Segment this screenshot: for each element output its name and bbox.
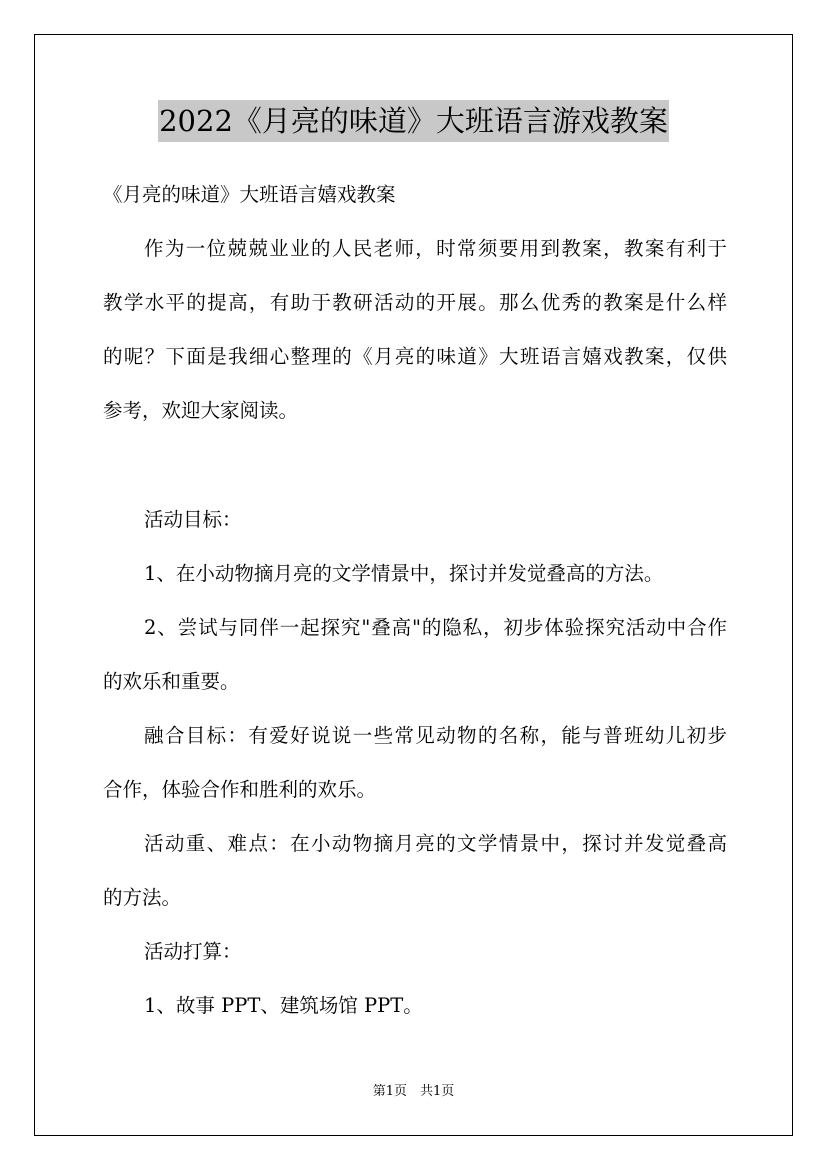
- intro-line-2: 教学水平的提高，有助于教研活动的开展。那么优秀的教案是什么样: [103, 291, 727, 314]
- prep-heading: 活动打算：: [144, 940, 242, 963]
- intro-line-1: 作为一位兢兢业业的人民老师，时常须要用到教案，教案有利于: [144, 237, 727, 260]
- document-subtitle: 《月亮的味道》大班语言嬉戏教案: [103, 183, 396, 206]
- key-points-line-1: 活动重、难点：在小动物摘月亮的文学情景中，探讨并发觉叠高: [144, 832, 727, 855]
- goal-2-line-1: 2、尝试与同伴一起探究"叠高"的隐私，初步体验探究活动中合作: [144, 616, 727, 639]
- goal-1: 1、在小动物摘月亮的文学情景中，探讨并发觉叠高的方法。: [144, 562, 664, 585]
- page-footer: 第1页 共1页: [372, 1084, 455, 1099]
- fusion-goal-line-2: 合作，体验合作和胜利的欢乐。: [103, 778, 377, 801]
- goal-2-line-2: 的欢乐和重要。: [103, 670, 240, 693]
- key-points-line-2: 的方法。: [103, 886, 182, 909]
- goals-heading: 活动目标：: [144, 508, 242, 531]
- title-container: [0, 100, 827, 142]
- intro-line-3: 的呢？下面是我细心整理的《月亮的味道》大班语言嬉戏教案，仅供: [103, 345, 727, 368]
- intro-line-4: 参考，欢迎大家阅读。: [103, 399, 299, 422]
- document-title: 2022《月亮的味道》大班语言游戏教案: [158, 100, 669, 142]
- fusion-goal-line-1: 融合目标：有爱好说说一些常见动物的名称，能与普班幼儿初步: [144, 724, 727, 747]
- prep-item-1: 1、故事 PPT、建筑场馆 PPT。: [144, 994, 423, 1017]
